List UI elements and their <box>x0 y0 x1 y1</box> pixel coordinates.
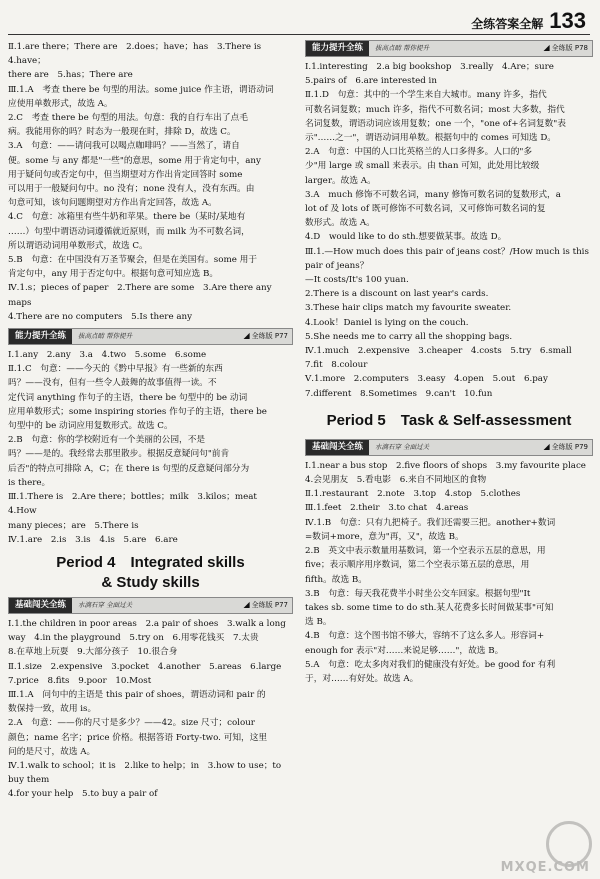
banner-subtitle: 拔高点睛 帮你提升 <box>78 332 133 341</box>
version-label: 全练版 P78 <box>551 44 588 53</box>
answer-line: Ⅰ.1.any 2.any 3.a 4.two 5.some 6.some <box>8 350 207 361</box>
answer-line: 吗？——是的。我经常去那里散步。根据反意疑问句"前肯 <box>8 449 230 460</box>
right-bottom-answers <box>305 459 593 686</box>
answer-line: Ⅱ.1.size 2.expensive 3.pocket 4.another 5.areas 6.large <box>8 661 282 672</box>
right-column <box>305 40 593 686</box>
arrow-icon: ◢ <box>543 442 550 452</box>
answer-line: Ⅳ.1.s；pieces of paper 2.There are some 3.Are there any maps <box>8 283 272 308</box>
answer-line: 4.D would like to do sth.想要做某事。故选 D。 <box>305 232 507 243</box>
answer-line: 5.She needs me to carry all the shopping bags. <box>305 331 513 342</box>
answer-line: 7.fit 8.colour <box>305 360 368 371</box>
answer-line: 4.C 句意：冰箱里有些牛奶和苹果。there be（某时/某地有 <box>8 212 246 223</box>
watermark-text: MXQE.COM <box>500 860 590 875</box>
answer-line: Ⅰ.1.the children in poor areas 2.a pair of shoes 3.walk a long <box>8 618 286 629</box>
answer-line: 应用单数形式；some inspiring stories 作句子的主语，there be <box>8 406 267 417</box>
page-header <box>471 8 586 34</box>
answer-line: Ⅰ.1.interesting 2.a big bookshop 3.really 4.Are；sure <box>305 62 554 72</box>
period-title-line-1: Period 4 Integrated skills <box>56 553 245 571</box>
answer-line: 名词复数，谓语动词应该用复数；one 一个，"one of+名词复数"表 <box>305 118 566 129</box>
answer-line: 可以用于一般疑问句中。no 没有；none 没有人，没有东西。由 <box>8 184 255 195</box>
answer-line: 少"用 large 或 small 来表示。由 than 可知，此处用比较级 <box>305 161 540 172</box>
left-bottom-answers <box>8 617 293 802</box>
answer-line: 2.A 句意：——你的尺寸是多少？——42。size 尺寸；colour <box>8 718 255 729</box>
answer-line: ……）句型中谓语动词遵循就近原则，而 milk 为不可数名词， <box>8 226 250 237</box>
banner-subtitle: 水滴石穿 全面过关 <box>375 443 430 452</box>
section-banner <box>8 597 293 614</box>
answer-line: 句意可知，该句问题期望对方作出肯定回答，故选 A。 <box>8 198 217 209</box>
answer-line: 定代词 anything 作句子的主语，there be 句型中的 be 动词 <box>8 392 248 403</box>
answer-line: five；表示顺序用序数词，第二个空表示第五层的意思，用 <box>305 560 530 571</box>
answer-line: Ⅱ.1.are there；There are 2.does；have；has 3.There is 4.have； <box>8 42 270 67</box>
answer-line: Ⅲ.1.A 问句中的主语是 this pair of shoes，谓语动词和 pair 的 <box>8 689 266 700</box>
answer-line: 2.There is a discount on last year's cards. <box>305 289 489 300</box>
answer-line: 5.pairs of 6.are interested in <box>305 76 437 87</box>
answer-line: 2.B 英文中表示数量用基数词，第一个空表示五层的意思，用 <box>305 546 546 557</box>
answer-line: 便。some 与 any 都是"一些"的意思，some 用于肯定句中，any <box>8 155 261 166</box>
answer-line: Ⅲ.1.There is 2.Are there；bottles；milk 3.kilos；meat 4.How <box>8 492 266 517</box>
answer-line: 问的是尺寸，故选 A。 <box>8 746 96 757</box>
answer-line: pair of jeans？ <box>305 260 369 271</box>
answer-line: 3.B 句意：每天我花费半小时坐公交车回家。根据句型"It <box>305 588 531 599</box>
answer-line: 2.B 句意：你的学校附近有一个美丽的公园，不是 <box>8 435 206 446</box>
answer-line: 句型中的 be 动词应用复数形式。故选 C。 <box>8 421 173 432</box>
answer-line: Ⅲ.1.—How much does this pair of jeans cost？/How much is this <box>305 246 589 257</box>
banner-version <box>543 41 592 55</box>
answer-line: way 4.in the playground 5.try on 6.用零花钱买 7.太贵 <box>8 633 259 644</box>
banner-version <box>243 598 292 612</box>
left-mid-answers <box>8 348 293 547</box>
watermark-logo <box>482 821 592 875</box>
answer-line: 7.price 8.fits 9.poor 10.Most <box>8 675 152 686</box>
answer-line: 后否"的特点可排除 A，C；在 there is 句型的反意疑问部分为 <box>8 463 250 474</box>
header-label: 全练答案全解 <box>471 17 544 31</box>
section-banner <box>305 439 593 456</box>
answer-line: 2.C 考查 there be 句型的用法。句意：我的自行车出了点毛 <box>8 113 248 124</box>
answer-line: 5.A 句意：吃太多肉对我们的健康没有好处。be good for 有利 <box>305 659 556 670</box>
answer-line: Ⅲ.1.A 考查 there be 句型的用法。some juice 作主语，谓语动词 <box>8 84 274 95</box>
answer-line: many pieces；are 5.There is <box>8 520 139 531</box>
answer-line: =数词+more，意为"再，又"，故选 B。 <box>305 531 464 542</box>
banner-tag: 基础闯关全练 <box>306 440 369 455</box>
answer-line: lot of 及 lots of 既可修饰不可数名词，又可修饰可数名词的复 <box>305 204 546 215</box>
answer-line: 7.different 8.Sometimes 9.can't 10.fun <box>305 388 493 399</box>
answer-line: Ⅱ.1.C 句意：——今天的《黔中早报》有一些新的东西 <box>8 364 223 375</box>
answer-line: takes sb. some time to do sth.某人花费多长时间做某事"可知 <box>305 602 554 613</box>
answer-line: Ⅲ.1.feet 2.their 3.to chat 4.areas <box>305 503 469 514</box>
answer-line: Ⅳ.1.walk to school；it is 2.like to help；in 3.how to use；to buy them <box>8 760 282 786</box>
answer-line: Ⅳ.1.are 2.is 3.is 4.is 5.are 6.are <box>8 534 178 545</box>
page-number: 133 <box>549 8 586 33</box>
answer-line: enough for 表示"对……来说足够……"，故选 B。 <box>305 645 504 656</box>
answer-line: 颜色；name 名字；price 价格。根据答语 Forty-two. 可知，这里 <box>8 732 268 743</box>
period-title-line-2: & Study skills <box>101 573 200 591</box>
answer-line: Ⅱ.1.D 句意：其中的一个学生来自大城市。many 许多，指代 <box>305 90 547 101</box>
period-5-title: Period 5 Task & Self-assessment <box>326 411 572 429</box>
answer-line: 数保持一致，故用 is。 <box>8 704 97 715</box>
answer-line: Ⅰ.1.near a bus stop 2.five floors of shops 3.my favourite place <box>305 460 586 471</box>
answer-line: 3.A much 修饰不可数名词，many 修饰可数名词的复数形式，a <box>305 189 561 200</box>
section-banner <box>8 328 293 345</box>
answer-line: Ⅳ.1.B 句意：只有九把椅子。我们还需要三把。another+数词 <box>305 517 556 528</box>
right-top-answers <box>305 60 593 401</box>
answer-line: 3.A 句意：——请问我可以喝点咖啡吗？——当然了，请自 <box>8 141 240 152</box>
answer-line: 4.There are no computers 5.Is there any <box>8 311 193 322</box>
answer-line: —It costs/It's 100 yuan. <box>305 275 409 286</box>
answer-line: Ⅱ.1.restaurant 2.note 3.top 4.stop 5.clothes <box>305 489 521 500</box>
answer-line: 8.在草地上玩耍 9.大部分孩子 10.很合身 <box>8 647 178 658</box>
banner-version <box>243 329 292 343</box>
version-label: 全练版 P77 <box>251 332 288 341</box>
answer-line: 于，对……有好处。故选 A。 <box>305 673 419 684</box>
answer-line: 可数名词复数；much 许多，指代不可数名词；most 大多数，指代 <box>305 104 565 115</box>
answer-line: 示"……之一"，谓语动词用单数。根据句中的 comes 可知选 D。 <box>305 133 556 144</box>
answer-line: 4.for your help 5.to buy a pair of <box>8 789 158 800</box>
period-4-title <box>8 553 293 593</box>
answer-line: fifth。故选 B。 <box>305 574 367 585</box>
answer-line: there are 5.has；There are <box>8 70 133 81</box>
banner-tag: 能力提升全练 <box>306 41 369 56</box>
answer-line: 肯定句中，any 用于否定句中。根据句意可知应选 B。 <box>8 269 219 280</box>
answer-line: larger。故选 A。 <box>305 175 376 186</box>
banner-tag: 基础闯关全练 <box>9 598 72 613</box>
arrow-icon: ◢ <box>543 43 550 53</box>
arrow-icon: ◢ <box>243 600 250 610</box>
section-banner <box>305 40 593 57</box>
header-rule <box>8 34 590 35</box>
answer-line: 病。我能用你的吗？时态为一般现在时，排除 D，故选 C。 <box>8 127 236 138</box>
answer-line: 选 B。 <box>305 617 332 628</box>
left-top-answers <box>8 40 293 324</box>
answer-line: 用于疑问句或否定句中，但当期望对方作出肯定回答时 some <box>8 169 243 180</box>
answer-line: 所以谓语动词用单数形式，故选 C。 <box>8 240 148 251</box>
left-column <box>8 40 293 802</box>
banner-subtitle: 水滴石穿 全面过关 <box>78 601 133 610</box>
answer-line: Ⅴ.1.more 2.computers 3.easy 4.open 5.out 6.pay <box>305 374 548 385</box>
version-label: 全练版 P79 <box>551 443 588 452</box>
answer-line: 数形式。故选 A。 <box>305 218 375 229</box>
answer-line: 5.B 句意：在中国没有万圣节聚会，但是在美国有。some 用于 <box>8 255 258 266</box>
answer-line: 4.会见朋友 5.看电影 6.来自不同地区的食物 <box>305 475 487 486</box>
answer-line: 应使用单数形式，故选 A。 <box>8 98 113 109</box>
answer-line: 吗？——没有，但有一些令人鼓舞的故事值得一读。不 <box>8 378 217 389</box>
arrow-icon: ◢ <box>243 331 250 341</box>
banner-version <box>543 440 592 454</box>
answer-line: 3.These hair clips match my favourite sweater. <box>305 303 512 314</box>
answer-line: is there。 <box>8 477 51 488</box>
answer-line: Ⅳ.1.much 2.expensive 3.cheaper 4.costs 5.try 6.small <box>305 346 572 357</box>
banner-tag: 能力提升全练 <box>9 329 72 344</box>
version-label: 全练版 P77 <box>251 601 288 610</box>
answer-line: 4.B 句意：这个图书馆不够大，容纳不了这么多人。形容词+ <box>305 631 545 642</box>
answer-line: 2.A 句意：中国的人口比英格兰的人口多得多。人口的"多 <box>305 147 533 158</box>
answer-line: 4.Look！Daniel is lying on the couch. <box>305 317 469 328</box>
banner-subtitle: 拔高点睛 帮你提升 <box>375 44 430 53</box>
